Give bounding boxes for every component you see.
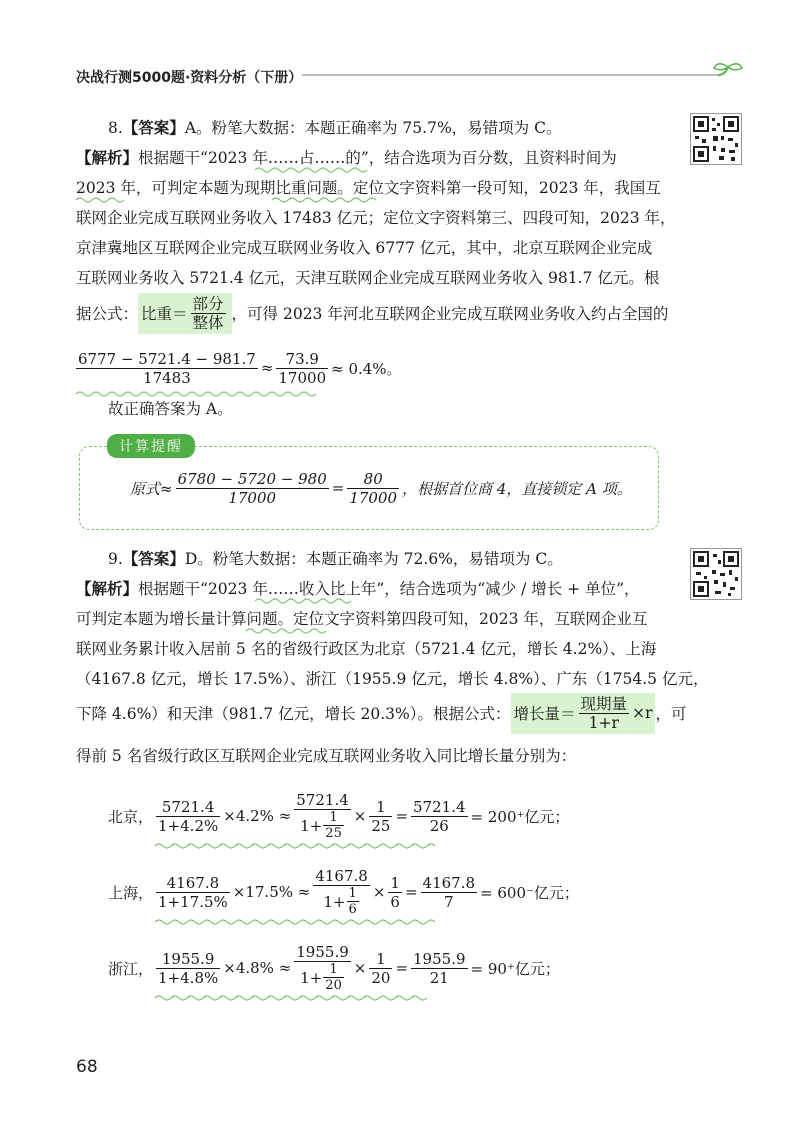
calc-num-4: 4167.8 <box>422 873 476 892</box>
calc-den-2-num: 1 <box>323 962 344 978</box>
q9-formula-lhs: 增长量＝ <box>513 705 576 723</box>
q9-formula-fraction <box>579 695 630 732</box>
calc-fraction-3 <box>369 798 392 835</box>
q9-analysis-line-4: （4167.8 亿元，增长 17.5%）、浙江（1955.9 亿元，增长 4.8%）、广东（1754.5 亿元， <box>76 670 709 688</box>
q8-answer-text: A。粉笔大数据：本题正确率为 75.7%，易错项为 C。 <box>184 119 562 137</box>
calc-den-2-prefix: 1+ <box>300 816 323 835</box>
q8-analysis-line-2: 2023 年，可判定本题为现期比重问题。定位文字资料第一段可知，2023 年，我国互 <box>76 179 661 197</box>
calc-den-2 <box>294 810 351 841</box>
calc-rate: ×4.2% ≈ <box>223 807 292 825</box>
calc-result: = 200⁺亿元； <box>470 807 570 826</box>
calc-num-2: 4167.8 <box>315 867 368 885</box>
calc-num-3: 1 <box>369 798 392 817</box>
calc-den-2-den: 20 <box>325 978 342 993</box>
q9-formula-denominator: 1+r <box>588 713 619 732</box>
q8-formula-numerator: 部分 <box>192 294 224 313</box>
calc-den-3: 20 <box>371 968 391 987</box>
calc-fraction-2 <box>294 791 351 841</box>
q8-calc-approx: ≈ <box>260 359 274 377</box>
calc-num-4: 1955.9 <box>413 949 466 968</box>
calc-fraction-2 <box>313 867 370 917</box>
q9-formula-prefix: 下降 4.6%）和天津（981.7 亿元，增长 20.3%）。根据公式： <box>76 705 511 723</box>
calc-den-2 <box>294 962 351 993</box>
q9-answer-tag: 【答案】 <box>122 550 185 568</box>
q8-line-text: 根据题干“2023 年……占……的”，结合选项为百分数，且资料时间为 <box>138 149 617 167</box>
calc-num-3: 1 <box>390 873 400 892</box>
calc-times: × <box>372 883 386 901</box>
calc-den-2 <box>313 886 370 917</box>
q8-calc-num-1: 6777 − 5721.4 − 981.7 <box>78 349 256 368</box>
calc-result: = 90⁺亿元； <box>470 959 560 978</box>
q9-calc-row <box>108 940 560 996</box>
q9-formula-suffix: ，可 <box>655 705 687 723</box>
q8-analysis-line-4: 京津冀地区互联网企业完成互联网业务收入 6777 亿元，其中，北京互联网企业完成 <box>76 239 653 257</box>
q8-conclusion: 故正确答案为 A。 <box>108 400 233 418</box>
calc-num-1: 5721.4 <box>156 798 220 817</box>
calc-den-2-num: 1 <box>348 886 357 901</box>
calc-den-2-fraction <box>347 886 359 917</box>
calc-equals: = <box>404 883 418 901</box>
calc-fraction-1 <box>156 950 220 987</box>
calc-den-2-prefix: 1+ <box>300 968 323 987</box>
calc-fraction-4 <box>411 798 468 835</box>
calc-num-3: 1 <box>369 950 392 969</box>
tip-label: 计算提醒 <box>107 434 195 458</box>
calc-den-2-fraction <box>323 962 344 993</box>
tip-num-2: 80 <box>347 470 399 489</box>
tip-suffix: ，根据首位商 4，直接锁定 A 项。 <box>402 479 632 498</box>
q8-calc-den-2: 17000 <box>278 368 327 387</box>
q9-line-text: 根据题干“2023 年……收入比上年”，结合选项为“减少 / 增长 + 单位”， <box>138 580 640 598</box>
calc-den-1: 1+4.8% <box>158 968 219 987</box>
q8-formula-suffix: ，可得 2023 年河北互联网企业完成互联网业务收入约占全国的 <box>231 305 669 323</box>
calc-fraction-3 <box>369 950 392 987</box>
calc-equals: = <box>395 807 409 825</box>
calc-num-2: 5721.4 <box>296 791 349 809</box>
calc-den-3: 25 <box>371 816 391 835</box>
q8-calc-result: ≈ 0.4%。 <box>331 359 402 378</box>
calc-fraction-2 <box>294 943 351 993</box>
tip-prefix: 原式≈ <box>130 479 173 498</box>
calc-rate: ×4.8% ≈ <box>223 959 292 977</box>
calc-den-1: 1+4.2% <box>158 816 219 835</box>
calc-times: × <box>353 959 367 977</box>
calc-den-3: 6 <box>390 892 400 911</box>
calc-den-4: 21 <box>429 968 449 987</box>
q8-analysis-tag: 【解析】 <box>76 149 139 167</box>
q8-formula-prefix: 据公式： <box>76 305 139 323</box>
page-number: 68 <box>76 1057 98 1077</box>
q9-number: 9. <box>108 550 123 568</box>
calc-num-1: 1955.9 <box>156 950 220 969</box>
q8-number: 8. <box>108 119 123 137</box>
calc-num-4: 5721.4 <box>413 797 466 816</box>
calc-result: = 600⁻亿元； <box>480 883 579 902</box>
calc-times: × <box>353 807 367 825</box>
calc-fraction-3 <box>388 874 402 911</box>
calc-den-4: 26 <box>429 816 449 835</box>
calc-den-2-den: 25 <box>325 826 342 841</box>
calc-den-4: 7 <box>444 892 454 911</box>
q8-analysis-line-3: 联网企业完成互联网业务收入 17483 亿元；定位文字资料第三、四段可知，2023 年， <box>76 209 676 227</box>
q9-formula-numerator: 现期量 <box>580 694 628 713</box>
calc-den-1: 1+17.5% <box>158 892 228 911</box>
calc-den-2-den: 6 <box>348 902 357 917</box>
q8-answer-tag: 【答案】 <box>122 119 185 137</box>
q8-calc-num-2: 73.9 <box>276 350 328 369</box>
tip-num-1: 6780 − 5720 − 980 <box>177 469 327 488</box>
calc-fraction-1 <box>156 874 230 911</box>
q9-calc-row <box>108 864 579 920</box>
calc-den-2-num: 1 <box>323 810 344 826</box>
q9-formula-line <box>76 688 686 738</box>
q9-lead-line: 得前 5 名省级行政区互联网企业完成互联网业务收入同比增长量分别为： <box>76 747 577 765</box>
q9-answer-text: D。粉笔大数据：本题正确率为 72.6%，易错项为 C。 <box>184 550 563 568</box>
calc-fraction-4 <box>411 950 468 987</box>
q8-formula-lhs: 比重＝ <box>141 305 188 323</box>
calc-equals: = <box>395 959 409 977</box>
calc-num-1: 4167.8 <box>156 874 230 893</box>
calc-den-2-fraction <box>323 810 344 841</box>
calc-city: 浙江， <box>108 959 154 978</box>
tip-equals: = <box>331 479 345 497</box>
q9-formula-tail: ×r <box>632 704 653 722</box>
q9-analysis-line-3: 联网业务累计收入居前 5 名的省级行政区为北京（5721.4 亿元，增长 4.2%）、上海 <box>76 640 657 658</box>
q9-analysis-line-2: 可判定本题为增长量计算问题。定位文字资料第四段可知，2023 年，互联网企业互 <box>76 610 648 628</box>
q9-calc-row <box>108 788 569 844</box>
calc-den-2-prefix: 1+ <box>323 892 346 911</box>
q8-calc-den-1: 17483 <box>143 368 191 387</box>
calc-city: 北京， <box>108 807 154 826</box>
q8-analysis-line-5: 互联网业务收入 5721.4 亿元，天津互联网企业完成互联网业务收入 981.7 亿元。根 <box>76 269 660 287</box>
calc-city: 上海， <box>108 883 154 902</box>
calc-num-2: 1955.9 <box>296 943 349 961</box>
calc-fraction-1 <box>156 798 220 835</box>
tip-den-2: 17000 <box>349 488 398 507</box>
calc-fraction-4 <box>421 874 478 911</box>
running-header: 决战行测5000题·资料分析（下册） <box>76 70 303 86</box>
q9-analysis-tag: 【解析】 <box>76 580 139 598</box>
q9-formula-highlight <box>511 693 656 734</box>
tip-den-1: 17000 <box>228 488 277 507</box>
q8-formula-denominator: 整体 <box>192 313 224 332</box>
calc-rate: ×17.5% ≈ <box>232 883 311 901</box>
